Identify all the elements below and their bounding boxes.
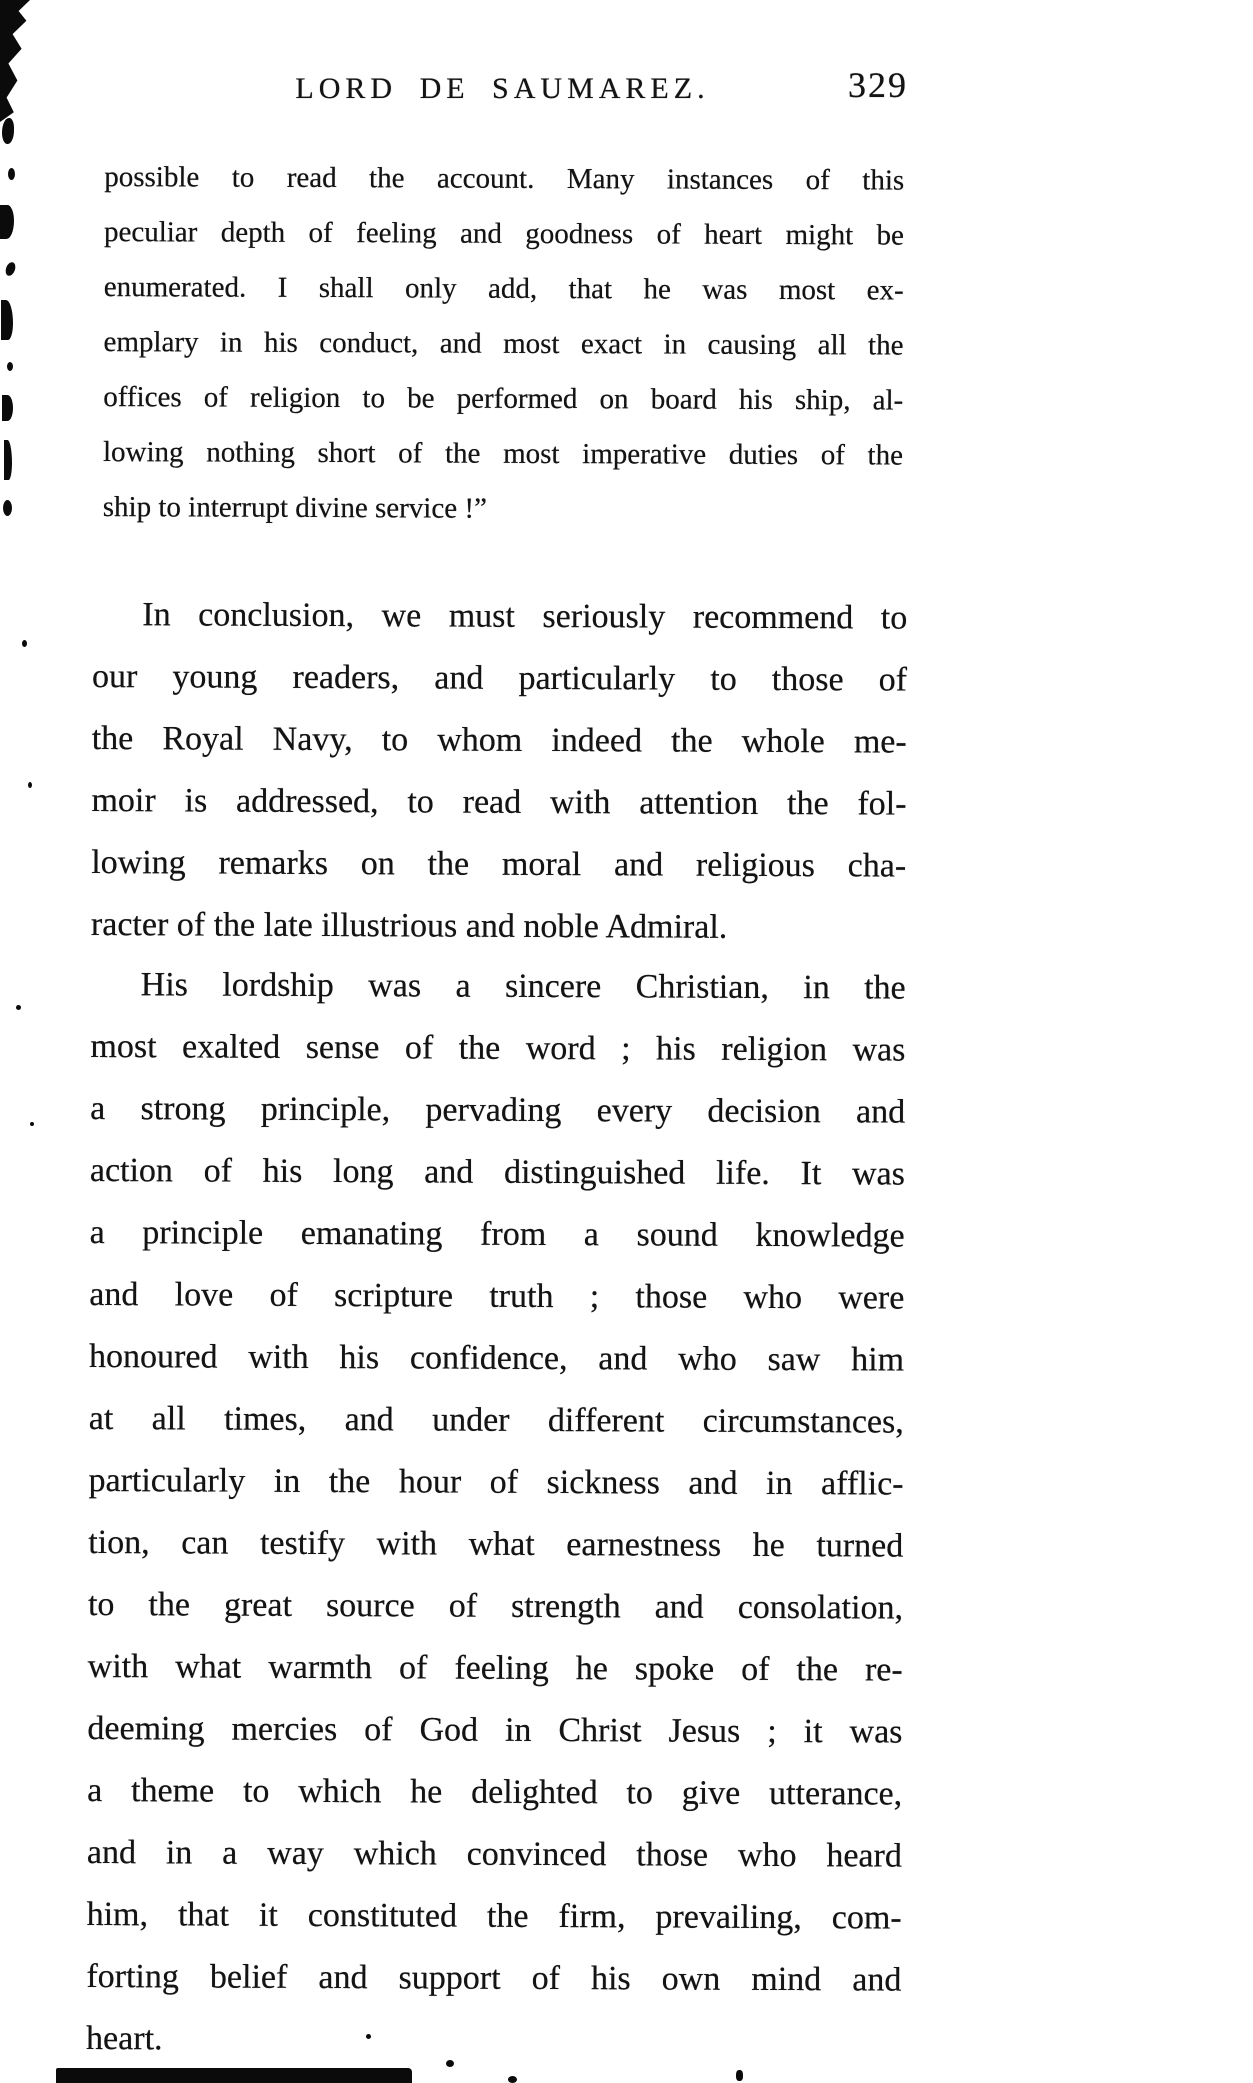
text-line: and in a way which convinced those who heard [86,1833,902,1875]
text-line: peculiar depth of feeling and goodness of heart might be [103,216,905,252]
text-line: forting belief and support of his own mind and [86,1957,902,1999]
text-line: heart. [86,2019,163,2058]
text-line: a strong principle, pervading every decision and [90,1089,906,1131]
scan-speck [736,2070,743,2081]
text-line: to the great source of strength and consolation, [87,1585,904,1627]
text-line: most exalted sense of the word ; his religion was [90,1027,906,1069]
text-line: at all times, and under different circumstances, [88,1399,904,1441]
text-line: ship to interrupt divine service !” [102,491,487,525]
text-line: a principle emanating from a sound knowledge [89,1213,905,1255]
text-line: with what warmth of feeling he spoke of the re- [87,1647,903,1689]
text-line: offices of religion to be performed on board his ship, al- [103,381,904,417]
scan-speck [1,300,13,340]
scan-speck [8,168,15,180]
text-line: In conclusion, we must seriously recommend to [142,596,908,637]
scan-speck [16,1005,21,1010]
text-line: moir is addressed, to read with attention the fol- [91,781,907,823]
text-line: our young readers, and particularly to those of [91,657,908,699]
scan-speck [7,362,13,371]
scan-speck [446,2060,454,2067]
text-line: him, that it constituted the firm, prevailing, com- [86,1895,902,1937]
text-line: His lordship was a sincere Christian, in the [140,966,906,1007]
scan-speck [28,782,32,788]
scan-speck [3,500,12,516]
text-line: the Royal Navy, to whom indeed the whole me- [91,719,907,761]
text-line: possible to read the account. Many instances of this [104,161,905,197]
text-line: deeming mercies of God in Christ Jesus ; it was [87,1709,903,1751]
paragraph-conclusion [91,584,908,960]
text-line: emplary in his conduct, and most exact in causing all the [103,326,904,362]
scan-speck [0,205,14,239]
text-line: racter of the late illustrious and noble Admiral. [90,905,728,946]
paragraph-character-of-admiral [86,954,906,2074]
text-block [86,0,910,2083]
text-line: lowing nothing short of the most imperative duties of the [102,436,904,472]
text-line: a theme to which he delighted to give utterance, [87,1771,903,1813]
text-line: honoured with his confidence, and who saw him [89,1337,905,1379]
scan-speck [30,1122,34,1126]
scan-speck [4,440,12,480]
scan-speck [2,118,14,144]
scan-speck [22,640,27,647]
scan-speck [366,2034,371,2039]
text-line: enumerated. I shall only add, that he was most ex- [103,271,904,307]
running-title: LORD DE SAUMAREZ. [295,72,710,105]
scan-speck [508,2076,517,2083]
scan-edge-smudge [0,0,30,122]
text-line: lowing remarks on the moral and religious cha- [91,843,907,885]
scan-speck [2,395,13,421]
paragraph-quote-continuation [103,150,905,538]
text-line: tion, can testify with what earnestness he turned [88,1523,904,1565]
page-number: 329 [848,65,908,105]
text-line: action of his long and distinguished life. It was [89,1151,905,1193]
scan-bottom-bar [56,2068,412,2083]
text-line: and love of scripture truth ; those who were [89,1275,905,1317]
scan-speck [4,261,17,277]
text-line: particularly in the hour of sickness and in afflic- [88,1461,904,1503]
